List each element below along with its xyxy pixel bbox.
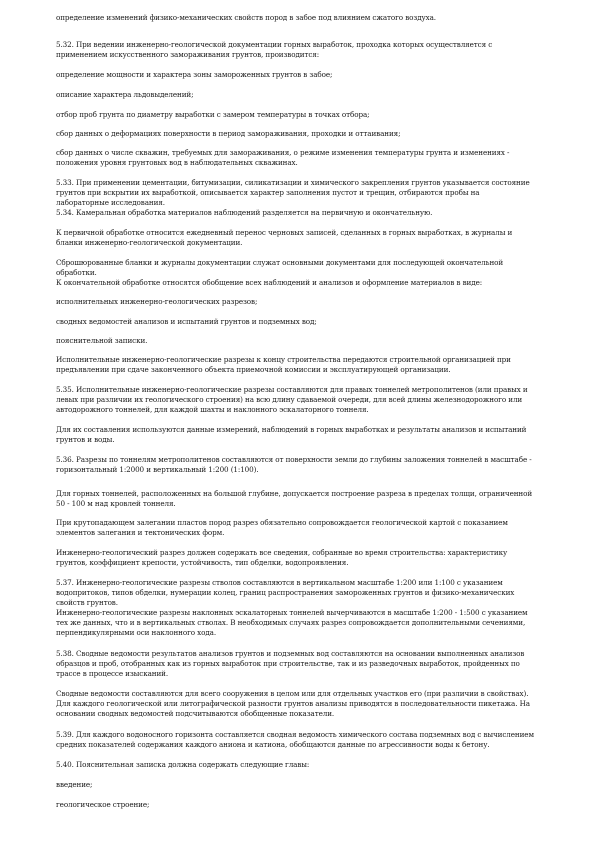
paragraph: При крутопадающем залегании пластов пород разрез обязательно сопровождается геологической картой с показанием элементов залегания и тектонических форм. (56, 518, 508, 537)
paragraph: 5.38. Сводные ведомости результатов анализов грунтов и подземных вод составляются на основании выполненных анализов образцов и проб, отобранных как из горных выработок при строительстве, так и из разведочных выработок, пройденных по трассе в процессе изысканий. (56, 649, 525, 678)
paragraph: 5.33. При применении цементации, битумизации, силикатизации и химического закрепления грунтов указывается состояние грунтов при вскрытии их выработкой, описывается характер заполнения пустот и трещин, отбираются пробы на лабораторные исследования. (56, 178, 530, 207)
paragraph: определение изменений физико-механических свойств пород в забое под влиянием сжатого воздуха. (56, 13, 436, 22)
paragraph: исполнительных инженерно-геологических разрезов; (56, 297, 258, 306)
paragraph: введение; (56, 780, 93, 789)
paragraph: К первичной обработке относится ежедневный перенос черновых записей, сделанных в горных выработках, в журналы и бланки инженерно-геологической документации. (56, 228, 513, 247)
paragraph: описание характера льдовыделений; (56, 90, 194, 99)
paragraph: пояснительной записки. (56, 336, 148, 345)
paragraph: 5.39. Для каждого водоносного горизонта составляется сводная ведомость химического состава подземных вод с вычислением средних показателей содержания каждого аниона и катиона, обобщаются данные по агрессивности воды к бетону. (56, 730, 534, 749)
paragraph: Исполнительные инженерно-геологические разрезы к концу строительства передаются строительной организацией при предъявлении при сдаче законченного объекта приемочной комиссии и эксплуатирующей организации. (56, 355, 511, 374)
paragraph: 5.37. Инженерно-геологические разрезы стволов составляются в вертикальном масштабе 1:200 или 1:100 с указанием водопритоков, типов обделки, нумерации колец, границ распространения замороженных грунтов и физико-механических свойств грунтов. (56, 578, 515, 607)
paragraph: Сброшюрованные бланки и журналы документации служат основными документами для последующей окончательной обработки. (56, 258, 504, 277)
paragraph: 5.36. Разрезы по тоннелям метрополитенов составляются от поверхности земли до глубины заложения тоннелей в масштабе - горизонтальный 1:2000 и вертикальный 1:200 (1:100). (56, 455, 532, 474)
paragraph: сбор данных о числе скважин, требуемых для замораживания, о режиме изменения температуры грунта и изменениях - положения уровня грунтовых вод в наблюдательных скважинах. (56, 148, 510, 167)
paragraph: сводных ведомостей анализов и испытаний грунтов и подземных вод; (56, 317, 317, 326)
paragraph: геологическое строение; (56, 800, 150, 809)
paragraph: отбор проб грунта по диаметру выработки с замером температуры в точках отбора; (56, 110, 370, 119)
paragraph: 5.40. Пояснительная записка должна содержать следующие главы: (56, 760, 310, 769)
paragraph: Сводные ведомости составляются для всего сооружения в целом или для отдельных участков его (при различии в свойствах). Для каждого геологической или литографической разности грунтов анализы приводятся в последовательности пикетажа. На основании сводных ведомостей подсчитываются обобщенные показатели. (56, 689, 530, 718)
paragraph: 5.35. Исполнительные инженерно-геологические разрезы составляются для правых тоннелей метрополитенов (или правых и левых при различии их геологического строения) на всю длину сдаваемой очереди, для всей длины железнодорожного или автодорожного тоннелей, для каждой шахты и наклонного эскалаторного тоннеля. (56, 385, 528, 414)
paragraph: Инженерно-геологический разрез должен содержать все сведения, собранные во время строительства: характеристику грунтов, коэффициент крепости, устойчивость, тип обделки, водопроявления. (56, 548, 508, 567)
paragraph: Для горных тоннелей, расположенных на большой глубине, допускается построение разреза в пределах толщи, ограниченной 50 - 100 м над кровлей тоннеля. (56, 489, 533, 508)
paragraph: Инженерно-геологические разрезы наклонных эскалаторных тоннелей вычерчиваются в масштабе 1:200 - 1:500 с указанием тех же данных, что и в вертикальных стволах. В необходимых случаях разрез сопровождается дополнительными сечениями, перпендикулярными оси наклонного хода. (56, 608, 528, 637)
paragraph: 5.32. При ведении инженерно-геологической документации горных выработок, проходка которых осуществляется с применением искусственного замораживания грунтов, производится: (56, 40, 493, 59)
paragraph: Для их составления используются данные измерений, наблюдений в горных выработках и результаты анализов и испытаний грунтов и воды. (56, 425, 527, 444)
paragraph: определение мощности и характера зоны замороженных грунтов в забое; (56, 70, 333, 79)
paragraph: 5.34. Камеральная обработка материалов наблюдений разделяется на первичную и окончательную. (56, 208, 433, 217)
paragraph: К окончательной обработке относятся обобщение всех наблюдений и анализов и оформление материалов в виде: (56, 278, 483, 287)
paragraph: сбор данных о деформациях поверхности в период замораживания, проходки и оттаивания; (56, 129, 401, 138)
